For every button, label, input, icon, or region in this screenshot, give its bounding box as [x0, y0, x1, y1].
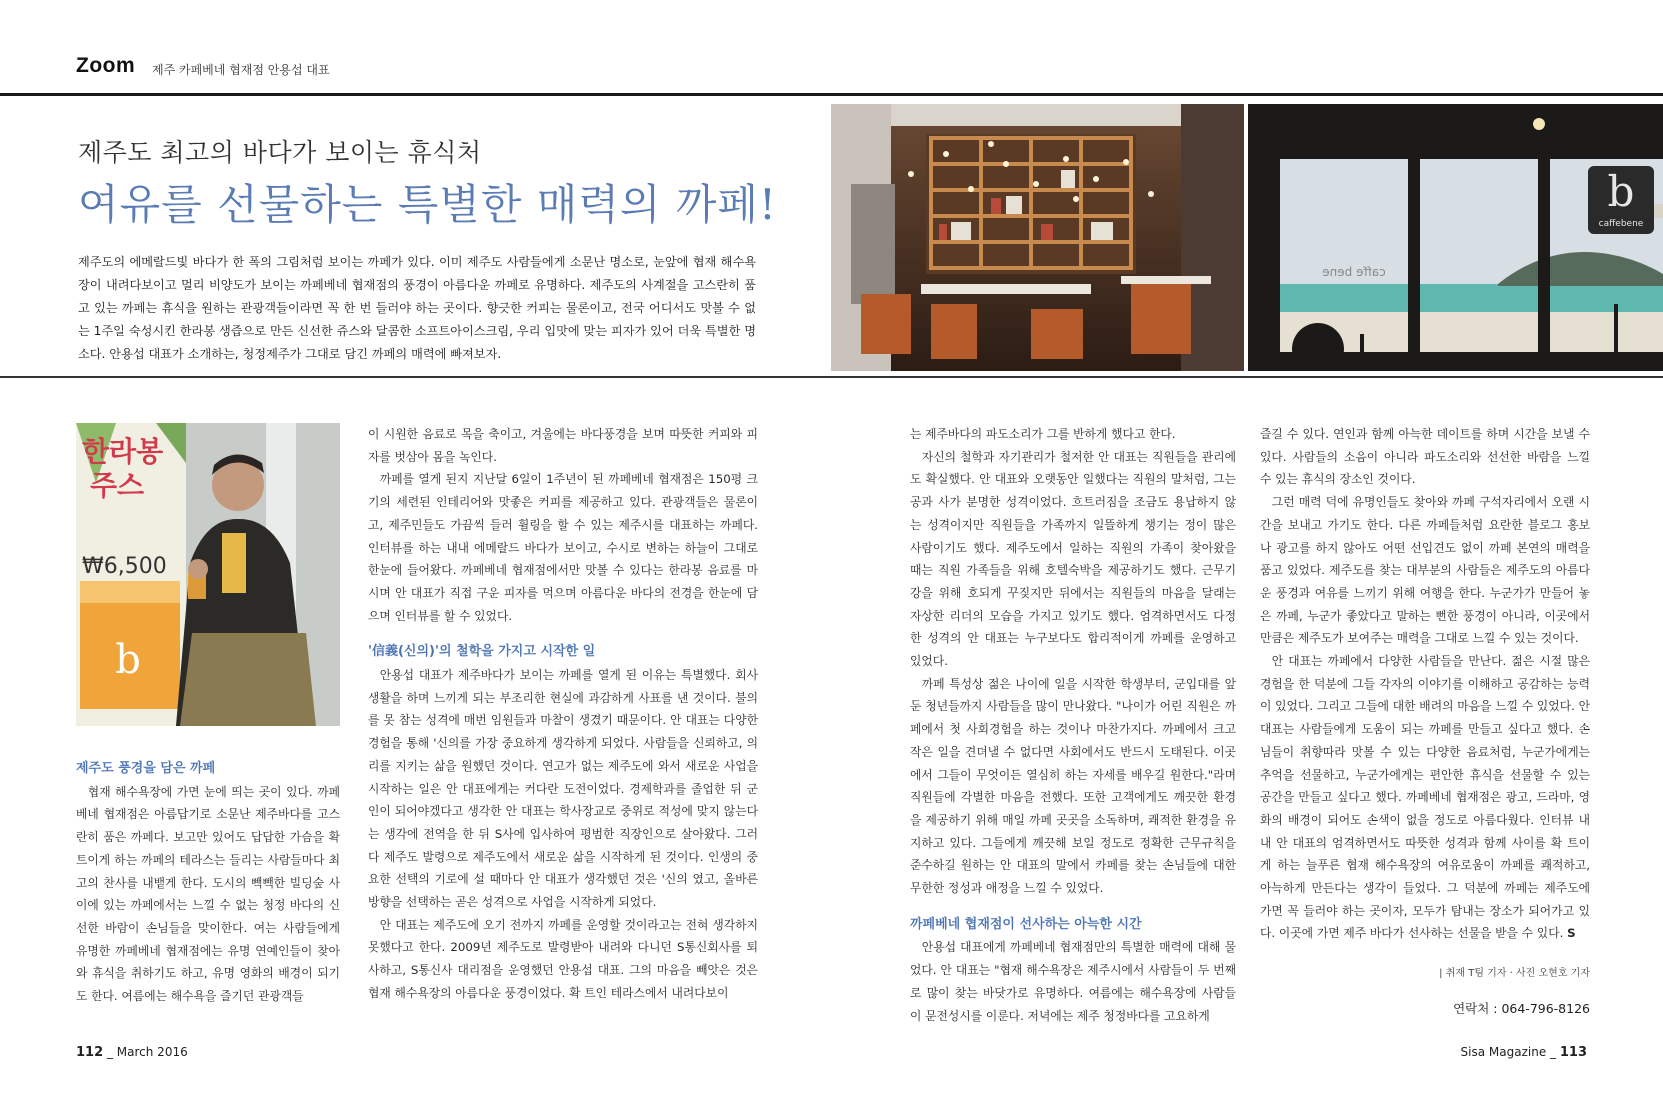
subhead-scenery: 제주도 풍경을 담은 까페: [76, 761, 216, 776]
paragraph: 안 대표는 제주도에 오기 전까지 까페를 운영할 것이라고는 전혀 생각하지 못했다고 한다. 2009년 제주도로 발령받아 내려와 다니던 S통신회사를 퇴사하고, S통신사 대리점을 운영했던 안용섭 대표. 그의 마음을 빼앗은 것은 협재 해수욕장의 아름다운 풍경이었다. 확 트인 테라스에서 내려다보이: [368, 917, 758, 1000]
subhead-cozy-time: 까페베네 협재점이 선사하는 아늑한 시간: [910, 916, 1142, 932]
footer-left: [76, 1045, 188, 1060]
owner-portrait-photo: [76, 423, 340, 726]
paragraph: 안용섭 대표가 제주바다가 보이는 까페를 열게 된 이유는 특별했다. 회사생활을 하며 느끼게 되는 부조리한 현실에 과감하게 사표를 낸 것이다. 불의를 못 참는 성격에 매번 임원들과 마찰이 생겼기 때문이다. 안 대표는 다양한 경험을 통해 '신의를 가장 중요하게 생각하게 되었다. 사람들을 신뢰하고, 의리를 지키는 삶을 원했던 것이다. 연고가 없는 제주도에 와서 새로운 사업을 시작하는 일은 안 대표에게는 커다란 도전이었다. 경제학과를 졸업한 뒤 군인이 되어야겠다고 생각한 안 대표는 학사장교로 중위로 적성에 맞지 않는다는 생각에 전역을 한 뒤 S사에 입사하여 평범한 직장인으로 살아왔다. 그러다 제주도 발령으로 제주도에서 새로운 삶을 시작하게 된 것이다. 인생의 중요한 선택의 기로에 설 때마다 안 대표가 생각했던 것은 '신의 였고, 올바른 방향을 선택하는 곧은 성격으로 사업을 시작하게 되었다.: [368, 668, 758, 910]
paragraph: 즐길 수 있다. 연인과 함께 아늑한 데이트를 하며 시간을 보낼 수 있다. 사람들의 소음이 아니라 파도소리와 선선한 바람을 느낄 수 있는 휴식의 장소인 것이다.: [1260, 427, 1590, 487]
sea-view-photo: [1248, 104, 1663, 371]
window-lettering: caffe bene: [1322, 265, 1386, 279]
paragraph: 까페 특성상 젊은 나이에 일을 시작한 학생부터, 군입대를 앞둔 청년들까지 사람들을 많이 만나왔다. "나이가 어린 직원은 까페에서 첫 사회경험을 하는 것이나 마찬가지다. 까페에서 크고 작은 일을 견뎌낼 수 없다면 사회에서도 반드시 도태된다. 이곳에서 그들이 무엇이든 열심히 하는 자세를 배우길 원한다."라며 직원들에 각별한 마음을 전했다. 또한 고객에게도 깨끗한 환경을 제공하기 위해 매일 까페 곳곳을 소독하며, 쾌적한 환경을 유지하고 있다. 그들에게 깨끗해 보일 정도로 정확한 근무규칙을 준수하길 원하는 안 대표의 말에서 카페를 찾는 손님들에 대한 무한한 정성과 애정을 느낄 수 있었다.: [910, 676, 1236, 896]
paragraph: 협재 해수욕장에 가면 눈에 띄는 곳이 있다. 까페베네 협재점은 아름답기로 소문난 제주바다를 고스란히 품은 까페다. 보고만 있어도 답답한 가슴을 확 트이게 하는 까페의 테라스는 들리는 사람들마다 최고의 찬사를 내뱉게 한다. 도시의 빽빽한 빌딩숲 사이에 있는 까페에서는 느낄 수 없는 청정 바다의 신선한 바람이 손님들을 맞이한다. 여는 사람들에게 유명한 까페베네 협재점에는 유명 연예인들이 찾아와 휴식을 취하기도 하고, 유명 영화의 배경이 되기도 한다. 여름에는 해수욕을 즐기던 관광객들: [76, 784, 340, 1004]
contact-info: 연락처 : 064-796-8126: [1453, 1000, 1590, 1016]
paragraph: 안용섭 대표에게 까페베네 협재점만의 특별한 매력에 대해 물었다. 안 대표는 "협재 해수욕장은 제주시에서 사람들이 두 번째로 많이 찾는 바닷가로 유명하다. 여름에는 해수욕장에 사람들이 문전성시를 이룬다. 저녁에는 제주 청정바다를 고요하게: [910, 940, 1236, 1023]
article-column-2: [368, 423, 758, 1005]
paragraph: 까페를 열게 된지 지난달 6일이 1주년이 된 까페베네 협재점은 150평 크기의 세련된 인테리어와 맛좋은 커피를 제공하고 있다. 관광객들은 물론이고, 제주민들도 가끔씩 들러 휠링을 할 수 있는 제주시를 대표하는 까페다. 인터뷰를 하는 내내 에메랄드 바다가 보이고, 수시로 변하는 하늘이 그대로 한눈에 들어왔다. 까페베네 협재점에서만 맛볼 수 있다는 한라봉 음료를 마시며 안 대표가 직접 구운 피자를 먹으며 아름다운 바다의 전경을 한눈에 담으며 인터뷰를 할 수 있었다.: [368, 472, 758, 623]
end-mark: S: [1567, 926, 1576, 941]
juice-sign-title: 한라봉 주스: [82, 435, 164, 502]
paragraph: 이 시원한 음료로 목을 축이고, 겨울에는 바다풍경을 보며 따뜻한 커피와 피자를 벗삼아 몸을 녹인다.: [368, 427, 758, 464]
page-number-left: 112: [76, 1045, 104, 1060]
mid-divider: [0, 376, 1663, 378]
paragraph-text: 안 대표는 까페에서 다양한 사람들을 만난다. 젊은 시절 많은 경험을 한 덕분에 그들 각자의 이야기를 이해하고 공감하는 능력이 있었다. 그리고 그들에 대한 배려의 마음을 느낄 수 있었다. 안 대표는 사람들에게 도움이 되는 까페를 만들고 싶다고 했다. 손님들이 취향따라 맛볼 수 있는 다양한 음료처럼, 누군가에게는 추억을 선물하고, 누군가에게는 편안한 휴식을 선물할 수 있는 공간을 만들고 싶다고 했다. 까페베네 협재점은 광고, 드라마, 영화의 배경이 되어도 손색이 없을 정도로 아름다웠다. 인터뷰 내내 안 대표의 엄격하면서도 따뜻한 성격과 함께 사이를 확 트이게 하는 늘푸른 협재 해수욕장의 여유로움이 까페를 쾌적하고, 아늑하게 만든다는 생각이 들었다. 그 덕분에 까페는 제주도에 가면 꼭 들러야 하는 곳이자, 모두가 탐내는 장소가 되어가고 있다. 이곳에 가면 제주 바다가 선사하는 선물을 받을 수 있다.: [1260, 654, 1590, 941]
caffebene-sign-text: caffebene: [1598, 219, 1644, 229]
cafe-interior-photo: [831, 104, 1244, 371]
byline: | 취재 T팀 기자 · 사진 오현호 기자: [1439, 968, 1590, 980]
article-column-4: [1260, 423, 1590, 1021]
section-subtitle: 제주 카페베네 협재점 안용섭 대표: [152, 63, 330, 77]
paragraph: 는 제주바다의 파도소리가 그를 반하게 했다고 한다.: [910, 427, 1176, 441]
subhead-philosophy: '信義(신의)'의 철학을 가지고 시작한 일: [368, 644, 596, 660]
paragraph: 그런 매력 덕에 유명인들도 찾아와 까페 구석자리에서 오랜 시간을 보내고 가기도 한다. 다른 까페들처럼 요란한 블로그 홍보나 광고를 하지 않아도 어떤 선입견도 없이 까페 본연의 매력을 품고 있었다. 제주도를 찾는 대부분의 사람들은 제주도의 아름다운 풍경과 여유를 느끼기 위해 여행을 한다. 누군가가 만들어 놓은 까페, 누군가 좋았다고 말하는 뻔한 풍경이 아니라, 이곳에서 만큼은 제주도가 보여주는 매력을 그대로 느낄 수 있는 것이다.: [1260, 495, 1590, 646]
issue-date: _ March 2016: [106, 1045, 188, 1059]
svg-text:b: b: [115, 637, 141, 683]
top-divider: [0, 93, 1663, 96]
article-column-3: [910, 423, 1236, 1027]
headline: 여유를 선물하는 특별한 매력의 까페!: [78, 180, 777, 229]
magazine-name: Sisa Magazine _: [1460, 1045, 1557, 1059]
page-number-right: 113: [1559, 1045, 1587, 1060]
svg-text:b: b: [1607, 167, 1635, 216]
lead-paragraph: 제주도의 에메랄드빛 바다가 한 폭의 그림처럼 보이는 까페가 있다. 이미 제주도 사람들에게 소문난 명소로, 눈앞에 협재 해수욕장이 내려다보이고 멀리 비양도가 보이는 까페베네 협재점의 풍경이 아름다운 까페로 유명하다. 제주도의 사계절을 고스란히 품고 있는 까페는 휴식을 원하는 관광객들이라면 꼭 한 번 들러야 하는 곳이다. 향긋한 커피는 물론이고, 전국 어디서도 맛볼 수 없는 1주일 숙성시킨 한라봉 생즙으로 만든 신선한 쥬스와 달콤한 소프트아이스크림, 우리 입맛에 맞는 피자가 있어 더욱 특별한 명소다. 안용섭 대표가 소개하는, 청정제주가 그대로 담긴 까페의 매력에 빠져보자.: [78, 255, 756, 361]
footer-right: [1461, 1045, 1587, 1060]
article-column-1: [76, 758, 340, 1008]
section-label: Zoom: [76, 54, 136, 77]
juice-sign-price: ₩6,500: [82, 554, 167, 579]
paragraph: [1260, 650, 1590, 945]
paragraph: 자신의 철학과 자기관리가 철저한 안 대표는 직원들을 관리에도 확실했다. 안 대표와 오랫동안 일했다는 직원의 말처럼, 그는 공과 사가 분명한 성격이었다. 흐트러짐을 조금도 용납하지 않는 성격이지만 직원들을 가족까지 일뜰하게 챙기는 정이 많은 사람이기도 했다. 제주도에서 일하는 직원의 가족이 찾아왔을 때는 직원 가족들을 위해 호텔숙박을 제공하기도 했다. 근무기강을 위해 호되게 꾸짖지만 뒤에서는 직원들의 마음을 달래는 자상한 리더의 모습을 가지고 있기도 했다. 엄격하면서도 다정한 성격의 안 대표는 누구보다도 합리적이게 까페를 운영하고 있었다.: [910, 449, 1236, 669]
kicker: 제주도 최고의 바다가 보이는 휴식처: [78, 138, 482, 167]
